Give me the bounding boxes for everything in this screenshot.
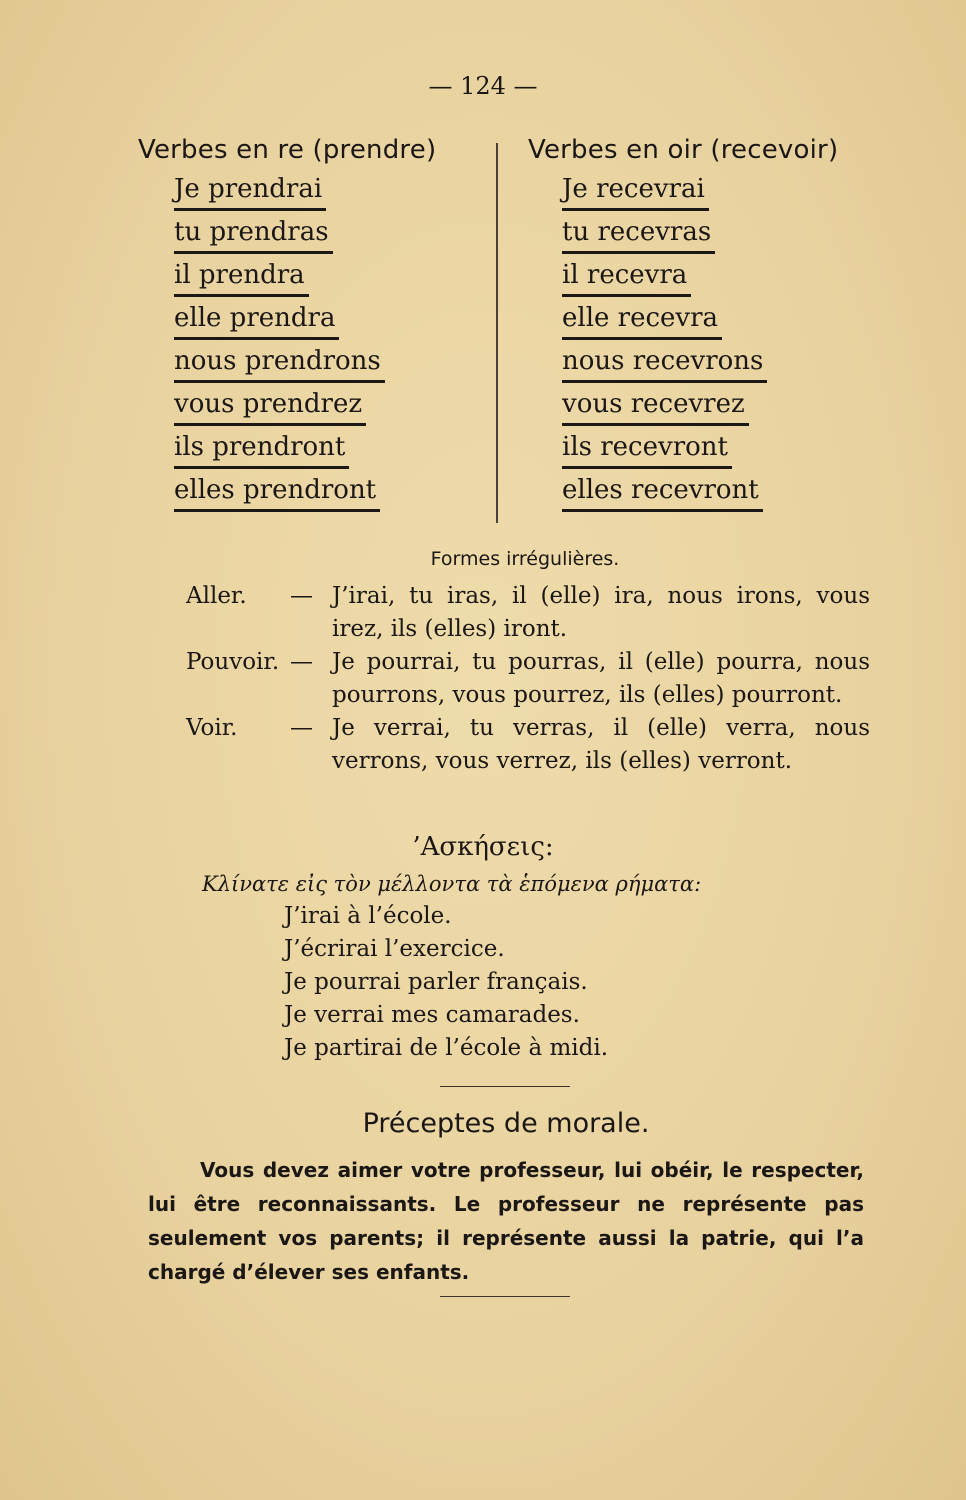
irregular-row: [180, 646, 870, 712]
exercises-instruction: Κλίνατε εἰς τὸν μέλλοντα τὰ ἑπόμενα ρήματα:: [202, 872, 702, 896]
exercise-item: J’écrirai l’exercice.: [284, 936, 505, 962]
section-rule: [440, 1086, 570, 1087]
conjugation-item: elle prendra: [138, 300, 478, 343]
irregular-dash: —: [290, 715, 313, 741]
morale-title: Préceptes de morale.: [362, 1108, 650, 1139]
end-rule: [440, 1296, 570, 1297]
conjugation-item: il prendra: [138, 257, 478, 300]
exercise-item: Je partirai de l’école à midi.: [284, 1035, 609, 1061]
conjugation-item: Je prendrai: [138, 171, 478, 214]
irregular-dash: —: [290, 583, 313, 609]
morale-paragraph: Vous devez aimer votre professeur, lui obéir, le respecter, lui être reconnaissants. Le professeur ne représente pas seulement vos parents; il représente aussi la patrie, qui l’a chargé d’élever ses enfants.: [148, 1158, 864, 1284]
left-conjugation-list: [138, 171, 478, 515]
irregular-dash: —: [290, 649, 313, 675]
exercises-title: ’Ασκήσεις:: [412, 832, 554, 862]
conjugation-item: elle recevra: [528, 300, 868, 343]
right-column-title: Verbes en oir (recevoir): [528, 135, 839, 165]
exercise-item: Je pourrai parler français.: [284, 969, 588, 995]
morale-section: [148, 1108, 864, 1289]
conjugation-item: tu prendras: [138, 214, 478, 257]
page-number: — 124 —: [428, 72, 538, 100]
conjugation-item: nous prendrons: [138, 343, 478, 386]
conjugation-item: elles recevront: [528, 472, 868, 515]
conjugation-item: ils recevront: [528, 429, 868, 472]
exercises-list: [0, 900, 966, 1065]
conjugation-item: ils prendront: [138, 429, 478, 472]
conjugation-item: il recevra: [528, 257, 868, 300]
conjugation-item: vous prendrez: [138, 386, 478, 429]
irregular-verb: Pouvoir.: [186, 649, 280, 675]
irregular-row: [180, 712, 870, 778]
conjugation-item: elles prendront: [138, 472, 478, 515]
irregular-verb: Voir.: [186, 715, 238, 741]
irregular-text: Je verrai, tu verras, il (elle) verra, nous verrons, vous verrez, ils (elles) verront.: [332, 715, 870, 774]
conjugation-item: tu recevras: [528, 214, 868, 257]
conjugation-item: Je recevrai: [528, 171, 868, 214]
irregular-verb: Aller.: [186, 583, 247, 609]
left-column-title: Verbes en re (prendre): [138, 135, 437, 165]
conjugation-item: nous recevrons: [528, 343, 868, 386]
irregular-row: [180, 580, 870, 646]
conjugation-item: vous recevrez: [528, 386, 868, 429]
exercises-section: [0, 832, 966, 1065]
right-conjugation-column: [528, 135, 868, 515]
exercise-item: J’irai à l’école.: [284, 903, 452, 929]
irregular-forms-section: [180, 548, 870, 778]
column-divider: [496, 143, 498, 523]
right-conjugation-list: [528, 171, 868, 515]
irregular-forms-title: Formes irrégulières.: [430, 548, 620, 570]
irregular-text: J’irai, tu iras, il (elle) ira, nous irons, vous irez, ils (elles) iront.: [332, 583, 870, 642]
irregular-text: Je pourrai, tu pourras, il (elle) pourra, nous pourrons, vous pourrez, ils (elles) pourront.: [332, 649, 870, 708]
left-conjugation-column: [138, 135, 478, 515]
exercise-item: Je verrai mes camarades.: [284, 1002, 580, 1028]
